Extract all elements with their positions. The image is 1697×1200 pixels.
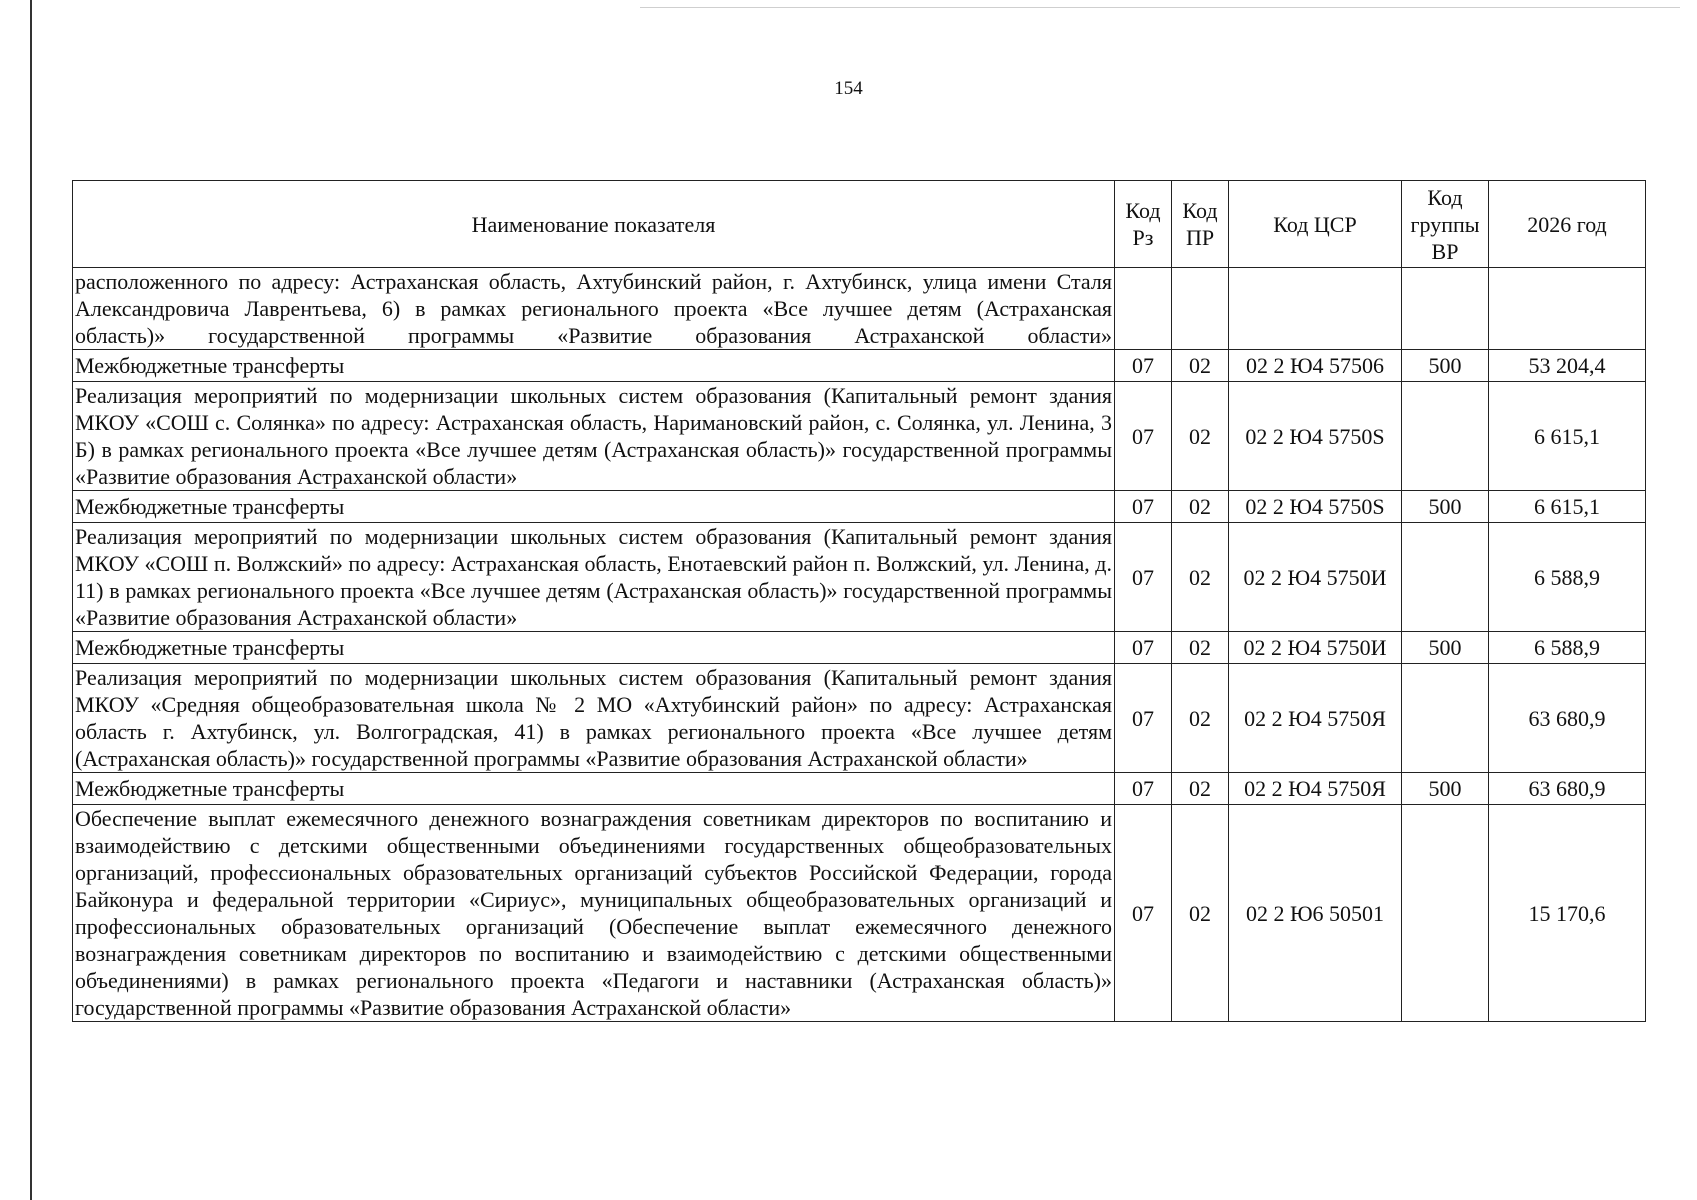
table-row xyxy=(73,268,1646,350)
row-value xyxy=(1489,268,1646,350)
row-vr xyxy=(1402,523,1489,632)
row-name: Обеспечение выплат ежемесячного денежного вознаграждения советникам директоров по воспитанию и взаимодействию с детскими общественными объединениями государственных общеобразовательных организаций, профессиональных образовательных организаций субъектов Российской Федерации, города Байконура и федеральной территории «Сириус», муниципальных общеобразовательных организаций и профессиональных образовательных организаций (Обеспечение выплат ежемесячного денежного вознаграждения советникам директоров по воспитанию и взаимодействию с детскими общественными объединениями) в рамках регионального проекта «Педагоги и наставники (Астраханская область)» государственной программы «Развитие образования Астраханской области» xyxy=(73,805,1115,1022)
table-row xyxy=(73,805,1646,1022)
row-pr: 02 xyxy=(1172,664,1229,773)
binding-margin-line xyxy=(30,0,32,1200)
row-pr: 02 xyxy=(1172,523,1229,632)
table-row xyxy=(73,523,1646,632)
row-csr: 02 2 Ю4 5750И xyxy=(1229,523,1402,632)
row-rz: 07 xyxy=(1115,805,1172,1022)
row-value: 63 680,9 xyxy=(1489,773,1646,805)
table-row xyxy=(73,350,1646,382)
header-year: 2026 год xyxy=(1489,181,1646,268)
row-pr: 02 xyxy=(1172,491,1229,523)
row-name: Межбюджетные трансферты xyxy=(73,491,1115,523)
page-number: 154 xyxy=(834,78,863,99)
scan-top-edge xyxy=(640,7,1680,8)
row-name: Межбюджетные трансферты xyxy=(73,773,1115,805)
row-vr: 500 xyxy=(1402,632,1489,664)
row-pr: 02 xyxy=(1172,350,1229,382)
row-rz: 07 xyxy=(1115,491,1172,523)
row-name: Реализация мероприятий по модернизации школьных систем образования (Капитальный ремонт здания МКОУ «СОШ с. Солянка» по адресу: Астраханская область, Наримановский район, с. Солянка, ул. Ленина, 3 Б) в рамках регионального проекта «Все лучшее детям (Астраханская область)» государственной программы «Развитие образования Астраханской области» xyxy=(73,382,1115,491)
header-rz: Код Рз xyxy=(1115,181,1172,268)
row-pr: 02 xyxy=(1172,382,1229,491)
row-rz: 07 xyxy=(1115,632,1172,664)
row-pr: 02 xyxy=(1172,773,1229,805)
row-value: 53 204,4 xyxy=(1489,350,1646,382)
budget-table xyxy=(72,180,1646,1022)
table-row xyxy=(73,382,1646,491)
row-name: расположенного по адресу: Астраханская область, Ахтубинский район, г. Ахтубинск, улица имени Сталя Александровича Лаврентьева, 6) в рамках регионального проекта «Все лучшее детям (Астраханская область)» государственной программы «Развитие образования Астраханской области» xyxy=(73,268,1115,350)
row-name: Межбюджетные трансферты xyxy=(73,632,1115,664)
row-value: 6 588,9 xyxy=(1489,632,1646,664)
row-value: 15 170,6 xyxy=(1489,805,1646,1022)
row-vr: 500 xyxy=(1402,773,1489,805)
row-csr: 02 2 Ю4 5750S xyxy=(1229,382,1402,491)
row-value: 6 615,1 xyxy=(1489,491,1646,523)
row-rz: 07 xyxy=(1115,382,1172,491)
row-vr xyxy=(1402,805,1489,1022)
header-csr: Код ЦСР xyxy=(1229,181,1402,268)
row-name: Реализация мероприятий по модернизации школьных систем образования (Капитальный ремонт здания МКОУ «СОШ п. Волжский» по адресу: Астраханская область, Енотаевский район п. Волжский, ул. Ленина, д. 11) в рамках регионального проекта «Все лучшее детям (Астраханская область)» государственной программы «Развитие образования Астраханской области» xyxy=(73,523,1115,632)
row-value: 6 588,9 xyxy=(1489,523,1646,632)
header-vr: Код группы ВР xyxy=(1402,181,1489,268)
row-vr xyxy=(1402,664,1489,773)
row-csr: 02 2 Ю4 5750Я xyxy=(1229,773,1402,805)
row-csr: 02 2 Ю4 5750S xyxy=(1229,491,1402,523)
table-header-row xyxy=(73,181,1646,268)
header-pr: Код ПР xyxy=(1172,181,1229,268)
row-csr xyxy=(1229,268,1402,350)
table-row xyxy=(73,632,1646,664)
row-value: 63 680,9 xyxy=(1489,664,1646,773)
row-rz: 07 xyxy=(1115,773,1172,805)
row-rz: 07 xyxy=(1115,350,1172,382)
table-row xyxy=(73,664,1646,773)
table-row xyxy=(73,491,1646,523)
row-vr: 500 xyxy=(1402,350,1489,382)
row-pr xyxy=(1172,268,1229,350)
row-vr: 500 xyxy=(1402,491,1489,523)
row-csr: 02 2 Ю4 5750И xyxy=(1229,632,1402,664)
row-csr: 02 2 Ю4 5750Я xyxy=(1229,664,1402,773)
row-pr: 02 xyxy=(1172,805,1229,1022)
row-pr: 02 xyxy=(1172,632,1229,664)
row-rz: 07 xyxy=(1115,523,1172,632)
row-vr xyxy=(1402,382,1489,491)
row-name: Межбюджетные трансферты xyxy=(73,350,1115,382)
row-vr xyxy=(1402,268,1489,350)
row-rz: 07 xyxy=(1115,664,1172,773)
header-name: Наименование показателя xyxy=(73,181,1115,268)
row-name: Реализация мероприятий по модернизации школьных систем образования (Капитальный ремонт здания МКОУ «Средняя общеобразовательная школа № 2 МО «Ахтубинский район» по адресу: Астраханская область г. Ахтубинск, ул. Волгоградская, 41) в рамках регионального проекта «Все лучшее детям (Астраханская область)» государственной программы «Развитие образования Астраханской области» xyxy=(73,664,1115,773)
table-row xyxy=(73,773,1646,805)
row-csr: 02 2 Ю6 50501 xyxy=(1229,805,1402,1022)
row-csr: 02 2 Ю4 57506 xyxy=(1229,350,1402,382)
row-value: 6 615,1 xyxy=(1489,382,1646,491)
row-rz xyxy=(1115,268,1172,350)
